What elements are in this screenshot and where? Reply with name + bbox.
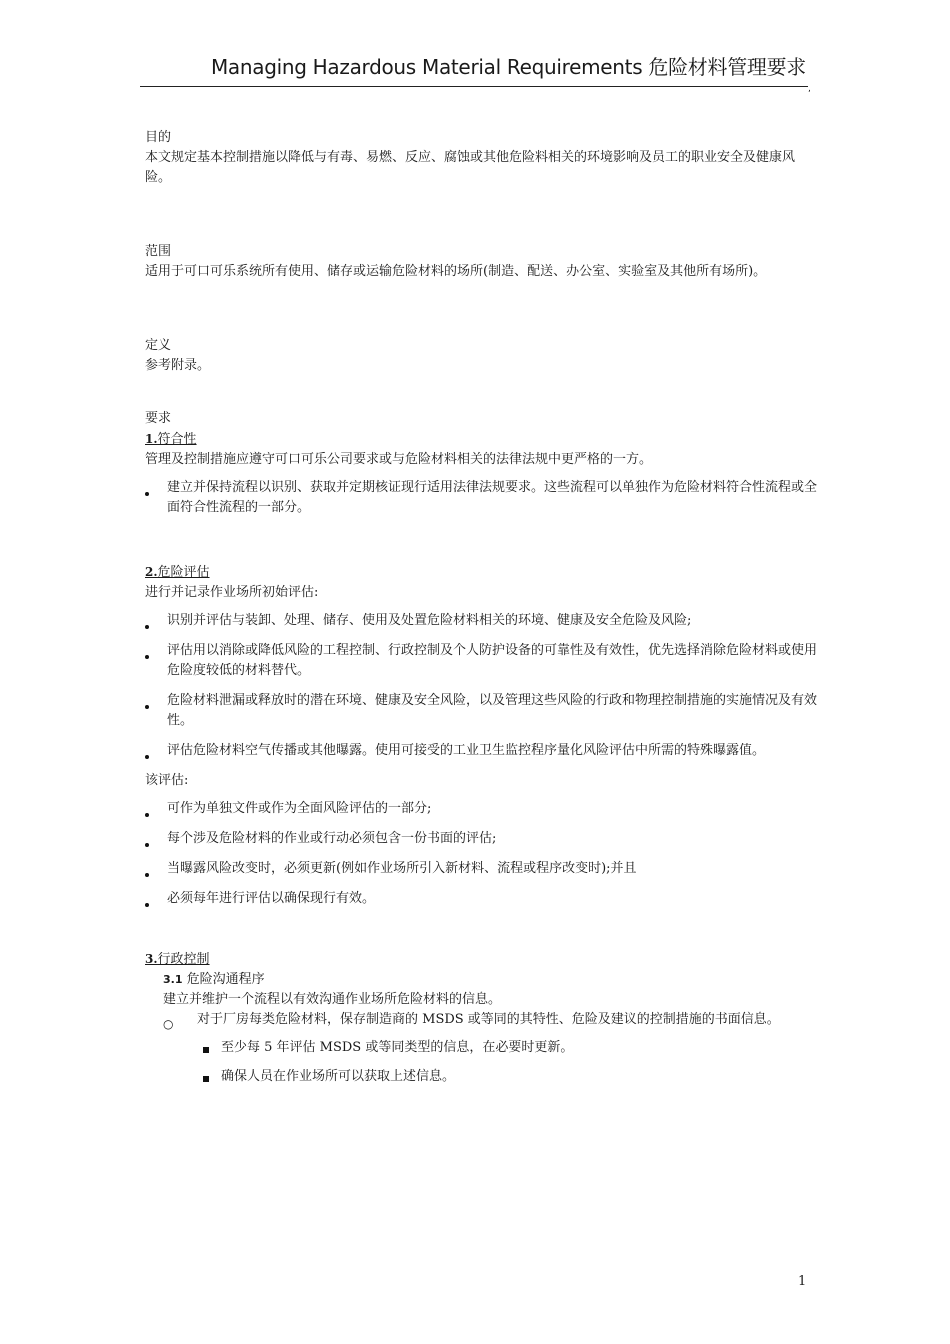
- section-2-intro-2: 该评估:: [145, 773, 189, 788]
- list-item: 评估危险材料空气传播或其他曝露。使用可接受的工业卫生监控程序量化风险评估中所需的特殊曝露值。: [145, 741, 817, 761]
- list-item: 每个涉及危险材料的作业或行动必须包含一份书面的评估;: [145, 829, 817, 849]
- document-title: Managing Hazardous Material Requirements 危险材料管理要求: [210, 55, 806, 79]
- header-divider: [140, 86, 808, 87]
- list-item: 评估用以消除或降低风险的工程控制、行政控制及个人防护设备的可靠性及有效性，优先选择消除危险材料或使用危险度较低的材料替代。: [145, 641, 817, 681]
- section-1-heading: [145, 429, 817, 450]
- section-1-title: 符合性: [157, 432, 197, 447]
- subsection-3-1-title: 危险沟通程序: [186, 972, 265, 987]
- section-1-list: [145, 478, 817, 518]
- requirements-heading: 要求: [145, 411, 172, 426]
- document-body: [145, 128, 817, 1096]
- definitions-text: 参考附录。: [145, 358, 211, 373]
- section-2-heading: [145, 562, 817, 583]
- square-list-text: 至少每 5 年评估 MSDS 或等同类型的信息，在必要时更新。: [221, 1040, 574, 1055]
- subsection-3-1-heading: [163, 970, 817, 990]
- circle-list-text: 对于厂房每类危险材料，保存制造商的 MSDS 或等同的其特性、危险及建议的控制措施的书面信息。: [197, 1012, 780, 1027]
- purpose-heading: 目的: [145, 130, 172, 145]
- section-2-number: 2.: [145, 565, 158, 579]
- list-item: 可作为单独文件或作为全面风险评估的一部分;: [145, 799, 817, 819]
- scope-text: 适用于可口可乐系统所有使用、储存或运输危险材料的场所(制造、配送、办公室、实验室及其他所有场所)。: [145, 264, 767, 279]
- list-item: 建立并保持流程以识别、获取并定期核证现行适用法律法规要求。这些流程可以单独作为危险材料符合性流程或全面符合性流程的一部分。: [145, 478, 817, 518]
- section-1-number: 1.: [145, 432, 158, 446]
- subsection-3-1-number: 3.1: [163, 973, 183, 986]
- square-list-item: [163, 1067, 817, 1087]
- list-item: 危险材料泄漏或释放时的潜在环境、健康及安全风险，以及管理这些风险的行政和物理控制措施的实施情况及有效性。: [145, 691, 817, 731]
- section-2-intro: 进行并记录作业场所初始评估:: [145, 585, 319, 600]
- definitions-heading: 定义: [145, 338, 172, 353]
- square-list-text: 确保人员在作业场所可以获取上述信息。: [221, 1069, 456, 1084]
- header-mark: ,: [808, 84, 811, 94]
- list-item: 必须每年进行评估以确保现行有效。: [145, 889, 817, 909]
- page-number: 1: [798, 1274, 807, 1289]
- section-2-list: [145, 611, 817, 761]
- section-2-title: 危险评估: [157, 565, 210, 580]
- section-2-list-2: [145, 799, 817, 909]
- circle-bullet-icon: ○: [163, 1017, 174, 1031]
- scope-heading: 范围: [145, 244, 172, 259]
- list-item: 当曝露风险改变时，必须更新(例如作业场所引入新材料、流程或程序改变时);并且: [145, 859, 817, 879]
- purpose-text: 本文规定基本控制措施以降低与有毒、易燃、反应、腐蚀或其他危险料相关的环境影响及员工的职业安全及健康风险。: [145, 150, 796, 185]
- section-1-intro: 管理及控制措施应遵守可口可乐公司要求或与危险材料相关的法律法规中更严格的一方。: [145, 452, 653, 467]
- square-bullet-icon: [203, 1047, 209, 1053]
- subsection-3-1-text: 建立并维护一个流程以有效沟通作业场所危险材料的信息。: [163, 992, 502, 1007]
- square-list-item: [163, 1038, 817, 1058]
- list-item: 识别并评估与装卸、处理、储存、使用及处置危险材料相关的环境、健康及安全危险及风险;: [145, 611, 817, 631]
- section-3-number: 3.: [145, 952, 158, 966]
- section-3-heading: [145, 949, 817, 970]
- square-bullet-icon: [203, 1076, 209, 1082]
- subsection-3-1: [163, 970, 817, 1087]
- circle-list-item: [163, 1010, 817, 1030]
- section-3-title: 行政控制: [157, 952, 210, 967]
